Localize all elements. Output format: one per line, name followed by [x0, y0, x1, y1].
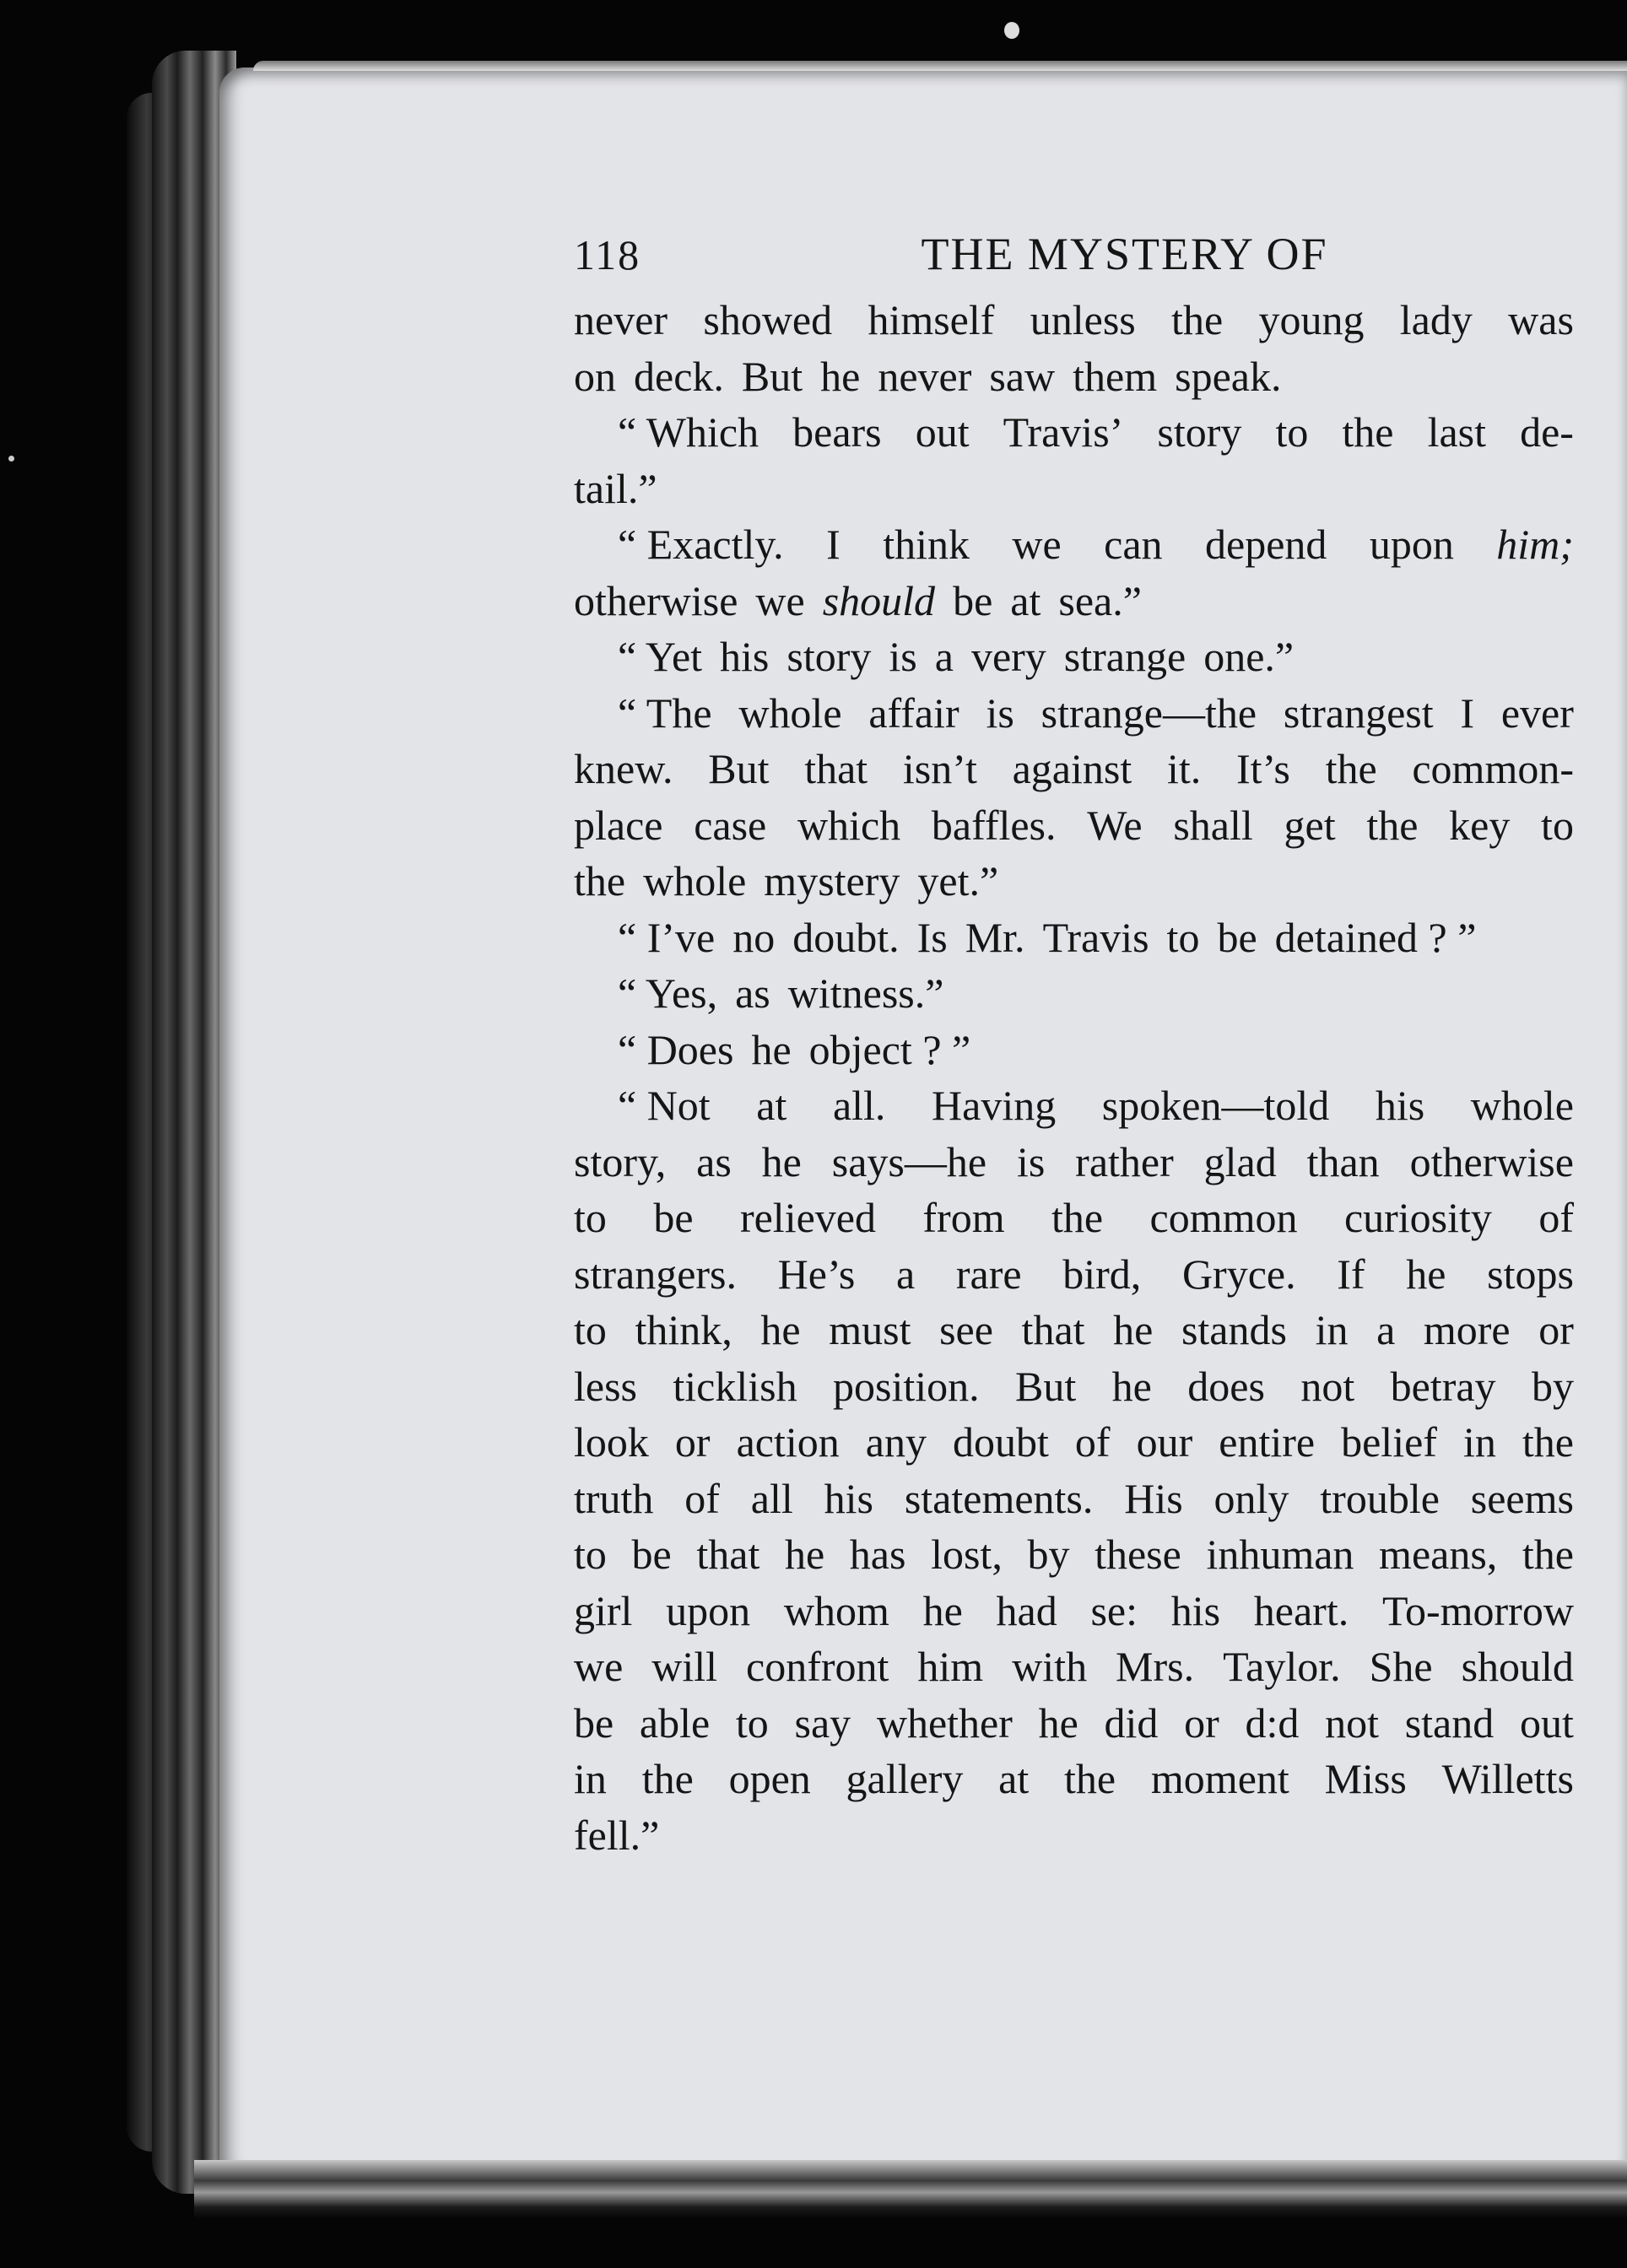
word: sea.” — [1058, 576, 1142, 624]
word: the — [574, 857, 626, 904]
word: the — [1522, 1418, 1574, 1466]
word: in — [1315, 1306, 1349, 1353]
word: out — [915, 408, 970, 456]
word: the — [1064, 1755, 1116, 1802]
word: But — [741, 352, 803, 400]
text-line — [574, 1022, 1574, 1078]
word: mystery — [764, 857, 900, 904]
word: “ Does — [618, 1025, 734, 1073]
word: statements. — [904, 1474, 1094, 1522]
word: It’s — [1235, 745, 1290, 792]
text-line — [574, 1134, 1574, 1191]
word: the — [1171, 296, 1224, 343]
word: he — [1406, 1250, 1446, 1298]
word: ever — [1500, 688, 1574, 737]
word: Mrs. — [1116, 1643, 1195, 1690]
word: all — [750, 1474, 793, 1522]
word: he — [922, 1586, 963, 1634]
word: is — [889, 633, 917, 680]
text-line — [574, 1471, 1574, 1527]
word: by — [1531, 1362, 1574, 1410]
word: position. — [833, 1362, 980, 1410]
word: whom — [783, 1586, 889, 1634]
word: does — [1187, 1362, 1265, 1410]
word: as — [735, 969, 770, 1017]
word: never — [574, 296, 668, 343]
word: be — [653, 1194, 694, 1241]
word: from — [922, 1194, 1005, 1241]
word: against — [1012, 745, 1132, 792]
page-text — [574, 226, 1574, 1863]
word: deck. — [634, 352, 724, 400]
word: “ Exactly. — [618, 521, 784, 568]
word: entire — [1219, 1418, 1316, 1466]
text-line — [574, 1246, 1574, 1303]
word: he — [1113, 1306, 1154, 1353]
word: common- — [1412, 745, 1574, 792]
word: fell.” — [574, 1811, 660, 1859]
word: Travis — [1042, 913, 1149, 961]
word: must — [829, 1306, 911, 1353]
word: strangers. — [574, 1250, 737, 1298]
word: lady — [1399, 296, 1473, 343]
word: a — [1376, 1306, 1396, 1353]
word: saw — [989, 352, 1056, 400]
word: truth — [574, 1474, 654, 1522]
text-line — [574, 1751, 1574, 1807]
word: Mr. — [965, 913, 1025, 961]
word: in — [574, 1755, 607, 1802]
word: his — [1170, 1586, 1221, 1634]
word: says—he — [831, 1137, 987, 1185]
word: he — [1111, 1362, 1152, 1410]
word: to — [735, 1698, 769, 1747]
word: But — [1015, 1362, 1077, 1410]
word: d:d — [1245, 1698, 1300, 1747]
word: otherwise — [574, 576, 738, 624]
word: heart. — [1253, 1586, 1349, 1634]
word: open — [728, 1755, 811, 1802]
word: moment — [1150, 1755, 1289, 1802]
word: otherwise — [1409, 1137, 1574, 1185]
text-line — [574, 404, 1574, 461]
word: less — [574, 1362, 637, 1410]
word: see — [939, 1306, 993, 1353]
word: lost, — [931, 1531, 1003, 1578]
word: depend — [1205, 521, 1327, 568]
text-line — [574, 629, 1574, 685]
word: detained ? ” — [1274, 913, 1477, 961]
word: to — [1275, 408, 1309, 456]
word: with — [1012, 1643, 1088, 1690]
word: speak. — [1175, 352, 1282, 400]
word: doubt. — [792, 913, 900, 961]
word: them — [1073, 352, 1158, 400]
word: can — [1104, 521, 1163, 568]
word: inhuman — [1206, 1531, 1354, 1578]
word: out — [1519, 1698, 1574, 1747]
word: Having — [932, 1082, 1057, 1129]
word: to — [574, 1531, 607, 1578]
word: look — [574, 1418, 649, 1466]
word: to — [574, 1194, 607, 1241]
text-line — [574, 1526, 1574, 1583]
word: of — [1074, 1418, 1111, 1466]
word: he — [751, 1025, 792, 1073]
text-line — [574, 910, 1574, 966]
text-line — [574, 292, 1574, 348]
word: to — [1541, 801, 1574, 849]
word: that — [804, 745, 868, 792]
word: action — [736, 1418, 840, 1466]
text-line — [574, 965, 1574, 1022]
word: We — [1087, 801, 1143, 849]
word: as — [696, 1137, 732, 1185]
word: it. — [1166, 745, 1202, 792]
word: Travis’ — [1003, 408, 1124, 456]
text-line — [574, 516, 1574, 573]
word: not — [1300, 1362, 1355, 1410]
word: girl — [574, 1586, 633, 1634]
word: to — [574, 1306, 607, 1353]
word: a — [934, 633, 954, 680]
word: affair — [868, 688, 959, 737]
word: is — [1016, 1137, 1046, 1185]
word: he — [1038, 1698, 1078, 1747]
word: more — [1423, 1306, 1511, 1353]
word: any — [865, 1418, 927, 1466]
page-bottom-edges — [194, 2160, 1627, 2219]
word: is — [986, 688, 1014, 737]
word: never — [878, 352, 972, 400]
word: Miss — [1324, 1755, 1407, 1802]
word: If — [1337, 1250, 1365, 1298]
word: in — [1462, 1418, 1496, 1466]
word: trouble — [1320, 1474, 1440, 1522]
word: “ Which — [618, 408, 759, 456]
text-line — [574, 741, 1574, 797]
word: stops — [1487, 1250, 1574, 1298]
word: we — [574, 1643, 624, 1690]
word: story — [1157, 408, 1242, 456]
word: Is — [916, 913, 948, 961]
word: be — [953, 576, 993, 624]
word: story, — [574, 1137, 667, 1185]
word: bird, — [1062, 1250, 1142, 1298]
word: by — [1027, 1531, 1070, 1578]
word: To-morrow — [1381, 1586, 1574, 1634]
word: very — [970, 633, 1046, 680]
word: last — [1427, 408, 1486, 456]
word: the — [1325, 745, 1377, 792]
word: the — [1522, 1531, 1574, 1578]
scan-speck — [8, 456, 14, 462]
word: confront — [746, 1643, 889, 1690]
word: Gryce. — [1181, 1250, 1296, 1298]
word: Willetts — [1441, 1755, 1574, 1802]
word: I — [826, 521, 841, 568]
text-line — [574, 853, 1574, 910]
word: did — [1104, 1698, 1159, 1747]
word: strange — [1063, 633, 1186, 680]
page-header — [574, 226, 1574, 290]
word: I — [1460, 688, 1475, 737]
word: these — [1095, 1531, 1181, 1578]
word: his — [824, 1474, 873, 1522]
word: She — [1369, 1643, 1433, 1690]
word: witness.” — [787, 969, 944, 1017]
word: of — [684, 1474, 720, 1522]
word: be — [631, 1531, 672, 1578]
word: whole — [738, 688, 842, 737]
word: spoken—told — [1101, 1082, 1330, 1129]
word: isn’t — [902, 745, 977, 792]
word: will — [651, 1643, 718, 1690]
word: shall — [1173, 801, 1253, 849]
text-line — [574, 797, 1574, 854]
word: to — [1166, 913, 1200, 961]
word: unless — [1030, 296, 1136, 343]
word: the — [1366, 801, 1419, 849]
text-line — [574, 573, 1574, 629]
word: at — [756, 1082, 787, 1129]
text-line — [574, 685, 1574, 742]
word: one.” — [1203, 633, 1295, 680]
word: which — [797, 801, 901, 849]
word: “ Not — [618, 1082, 711, 1129]
word: “ Yes, — [618, 969, 718, 1017]
word: “ Yet — [618, 633, 703, 680]
word: means, — [1379, 1531, 1498, 1578]
word: he — [784, 1531, 825, 1578]
word: that — [1021, 1306, 1085, 1353]
word: betray — [1390, 1362, 1496, 1410]
word: think — [883, 521, 970, 568]
word: his — [1375, 1082, 1425, 1129]
word: de- — [1520, 408, 1574, 456]
word: think, — [635, 1306, 732, 1353]
word: able — [639, 1698, 711, 1747]
word: rare — [955, 1250, 1022, 1298]
word: should — [1461, 1643, 1574, 1690]
word: baffles. — [931, 801, 1057, 849]
word: stand — [1404, 1698, 1495, 1747]
word: “ I’ve — [618, 913, 716, 961]
word: should — [822, 576, 936, 624]
word: our — [1136, 1418, 1193, 1466]
word: stands — [1181, 1306, 1287, 1353]
word: glad — [1203, 1137, 1277, 1185]
word: than — [1306, 1137, 1380, 1185]
word: at — [998, 1755, 1030, 1802]
text-line — [574, 1190, 1574, 1246]
body-text — [574, 292, 1574, 1863]
word: or — [1184, 1698, 1219, 1747]
word: only — [1213, 1474, 1289, 1522]
word: be — [1217, 913, 1257, 961]
word: that — [696, 1531, 760, 1578]
word: He’s — [777, 1250, 856, 1298]
text-line — [574, 1302, 1574, 1358]
word: But — [708, 745, 770, 792]
word: he — [820, 352, 861, 400]
word: rather — [1075, 1137, 1174, 1185]
word: strange—the — [1041, 688, 1257, 737]
running-head: THE MYSTERY OF — [921, 229, 1328, 279]
word: case — [694, 801, 767, 849]
text-line — [574, 348, 1574, 405]
word: seems — [1470, 1474, 1574, 1522]
word: yet.” — [917, 857, 999, 904]
word: he — [760, 1306, 801, 1353]
word: His — [1124, 1474, 1183, 1522]
word: himself — [868, 296, 995, 343]
page-number: 118 — [574, 231, 641, 278]
word: object ? ” — [808, 1025, 971, 1073]
text-line — [574, 1077, 1574, 1134]
word: was — [1508, 296, 1574, 343]
word: him; — [1496, 521, 1574, 568]
word: key — [1449, 801, 1511, 849]
word: Taylor. — [1223, 1643, 1341, 1690]
word: upon — [666, 1586, 751, 1634]
word: at — [1010, 576, 1041, 624]
word: whole — [643, 857, 747, 904]
scan-speck — [1004, 22, 1019, 39]
word: gallery — [846, 1755, 964, 1802]
word: a — [896, 1250, 916, 1298]
word: we — [755, 576, 805, 624]
word: the — [641, 1755, 694, 1802]
word: upon — [1369, 521, 1454, 568]
word: of — [1538, 1194, 1574, 1241]
word: young — [1258, 296, 1365, 343]
word: whole — [1470, 1082, 1574, 1129]
word: or — [1538, 1306, 1574, 1353]
word: on — [574, 352, 616, 400]
word: knew. — [574, 745, 673, 792]
word: say — [794, 1698, 851, 1747]
text-line — [574, 1414, 1574, 1471]
word: him — [917, 1643, 984, 1690]
text-line — [574, 1358, 1574, 1415]
word: curiosity — [1343, 1194, 1492, 1241]
word: story — [786, 633, 872, 680]
word: belief — [1341, 1418, 1437, 1466]
word: strangest — [1283, 688, 1434, 737]
word: se: — [1090, 1586, 1138, 1634]
word: the — [1051, 1194, 1104, 1241]
word: place — [574, 801, 663, 849]
word: showed — [703, 296, 833, 343]
text-line — [574, 1639, 1574, 1695]
word: bears — [792, 408, 882, 456]
word: we — [1012, 521, 1062, 568]
word: had — [996, 1586, 1057, 1634]
word: not — [1325, 1698, 1379, 1747]
word: has — [849, 1531, 906, 1578]
word: all. — [832, 1082, 886, 1129]
word: the — [1342, 408, 1394, 456]
word: common — [1149, 1194, 1298, 1241]
word: be — [574, 1698, 614, 1747]
text-line — [574, 1695, 1574, 1752]
word: whether — [876, 1698, 1013, 1747]
page-top-edge — [253, 61, 1627, 71]
word: no — [732, 913, 776, 961]
word: relieved — [739, 1194, 876, 1241]
word: or — [674, 1418, 711, 1466]
word: “ The — [618, 688, 712, 737]
text-line — [574, 461, 1574, 517]
word: tail.” — [574, 464, 657, 512]
word: ticklish — [673, 1362, 797, 1410]
word: doubt — [953, 1418, 1049, 1466]
word: get — [1284, 801, 1336, 849]
word: his — [720, 633, 770, 680]
text-line — [574, 1583, 1574, 1639]
text-line — [574, 1807, 1574, 1864]
word: he — [761, 1137, 802, 1185]
